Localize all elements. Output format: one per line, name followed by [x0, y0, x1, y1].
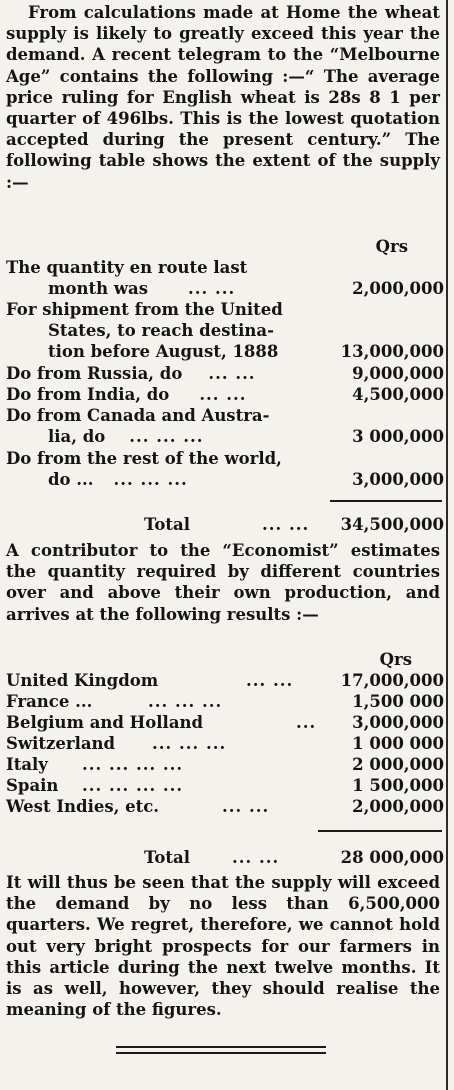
row-label-cont: month was ... ...: [48, 279, 236, 299]
row-label: Do from India, do: [6, 385, 170, 404]
end-rule-bottom: [116, 1052, 326, 1054]
row-label-cont: do ...: [48, 470, 94, 490]
row-dots: ...: [296, 713, 317, 732]
supply-row-rest-of-world: Do from the rest of the world, do ... ... ... ... 3,000,000: [6, 449, 444, 490]
row-value: 2,000,000: [352, 279, 444, 299]
supply-row-canada-australia: Do from Canada and Austra- lia, do ... ... ... 3 000,000: [6, 406, 444, 447]
row-value: 2,000,000: [352, 797, 444, 816]
supply-sum-rule: [330, 500, 442, 502]
row-label: For shipment from the United: [6, 300, 283, 319]
total-label: Total: [144, 515, 190, 534]
row-dots: ... ... ... ...: [82, 776, 184, 795]
total-value: 28 000,000: [340, 848, 444, 867]
row-dots: ... ... ...: [148, 692, 223, 711]
demand-qrs-header: Qrs: [379, 650, 412, 669]
total-dots: ... ...: [232, 848, 280, 867]
row-value: 1 000 000: [352, 734, 444, 753]
demand-row-united-kingdom: [6, 670, 444, 691]
end-rule-top: [116, 1046, 326, 1048]
row-label-cont: lia, do: [48, 427, 106, 447]
row-dots: ... ...: [222, 797, 270, 816]
supply-row-united-states: [6, 299, 444, 363]
row-value: 4,500,000: [352, 385, 444, 404]
row-value: 3 000,000: [352, 427, 444, 447]
row-value: 1,500 000: [352, 692, 444, 711]
demand-row-italy: [6, 754, 444, 775]
row-value: 2 000,000: [352, 755, 444, 774]
intro-paragraph: From calculations made at Home the wheat supply is likely to greatly exceed this year the demand. A recent telegram to the “Melbourne Age” contains the following :—“ The average price ruling for English wheat is 28s 8 1 per quarter of 496lbs. This is the lowest quotation accepted during the present century.” The following table shows the extent of the supply :—: [6, 3, 440, 192]
supply-qrs-header: Qrs: [375, 237, 408, 256]
row-label: Do from Canada and Austra-: [6, 406, 270, 425]
row-label: United Kingdom: [6, 671, 159, 690]
column-rule: [446, 0, 448, 1090]
demand-row-spain: [6, 775, 444, 796]
row-value: 3,000,000: [352, 470, 444, 490]
row-dots: ... ... ... ...: [82, 755, 184, 774]
row-label: Do from Russia, do: [6, 364, 183, 383]
supply-row-india: Do from India, do ... ... 4,500,000: [6, 385, 444, 404]
economist-paragraph: A contributor to the “Economist” estimates the quantity required by different countries over and above their own production, and arrives at the following results :—: [6, 541, 440, 624]
row-label: Do from the rest of the world,: [6, 449, 282, 468]
demand-row-belgium-holland: [6, 712, 444, 733]
row-value: 13,000,000: [340, 342, 444, 362]
row-label: Belgium and Holland: [6, 713, 204, 732]
demand-row-switzerland: [6, 733, 444, 754]
total-label: Total: [144, 848, 190, 867]
row-label-cont: tion before August, 1888: [48, 342, 279, 362]
row-label: Spain: [6, 776, 59, 795]
demand-row-west-indies: [6, 796, 444, 817]
row-value: 17,000,000: [340, 671, 444, 690]
total-value: 34,500,000: [340, 515, 444, 534]
demand-row-france: [6, 691, 444, 712]
row-label-cont: States, to reach destina-: [48, 321, 274, 341]
row-label: The quantity en route last: [6, 258, 248, 277]
row-dots: ... ... ...: [152, 734, 227, 753]
row-value: 1 500,000: [352, 776, 444, 795]
row-value: 3,000,000: [352, 713, 444, 732]
total-dots: ... ...: [262, 515, 310, 534]
row-label: West Indies, etc.: [6, 797, 160, 816]
row-label: France ...: [6, 692, 93, 711]
row-label: Italy: [6, 755, 48, 774]
demand-sum-rule: [318, 830, 442, 832]
conclusion-paragraph: It will thus be seen that the supply will exceed the demand by no less than 6,500,000 quarters. We regret, therefore, we cannot hold out very bright prospects for our farmers in this article during the next twelve months. It is as well, however, they should realise the meaning of the figures.: [6, 873, 440, 1020]
row-label: Switzerland: [6, 734, 116, 753]
supply-row-en-route: [6, 257, 444, 299]
supply-row-russia: Do from Russia, do ... ... 9,000,000: [6, 364, 444, 383]
row-dots: ... ...: [246, 671, 294, 690]
row-value: 9,000,000: [352, 364, 444, 383]
